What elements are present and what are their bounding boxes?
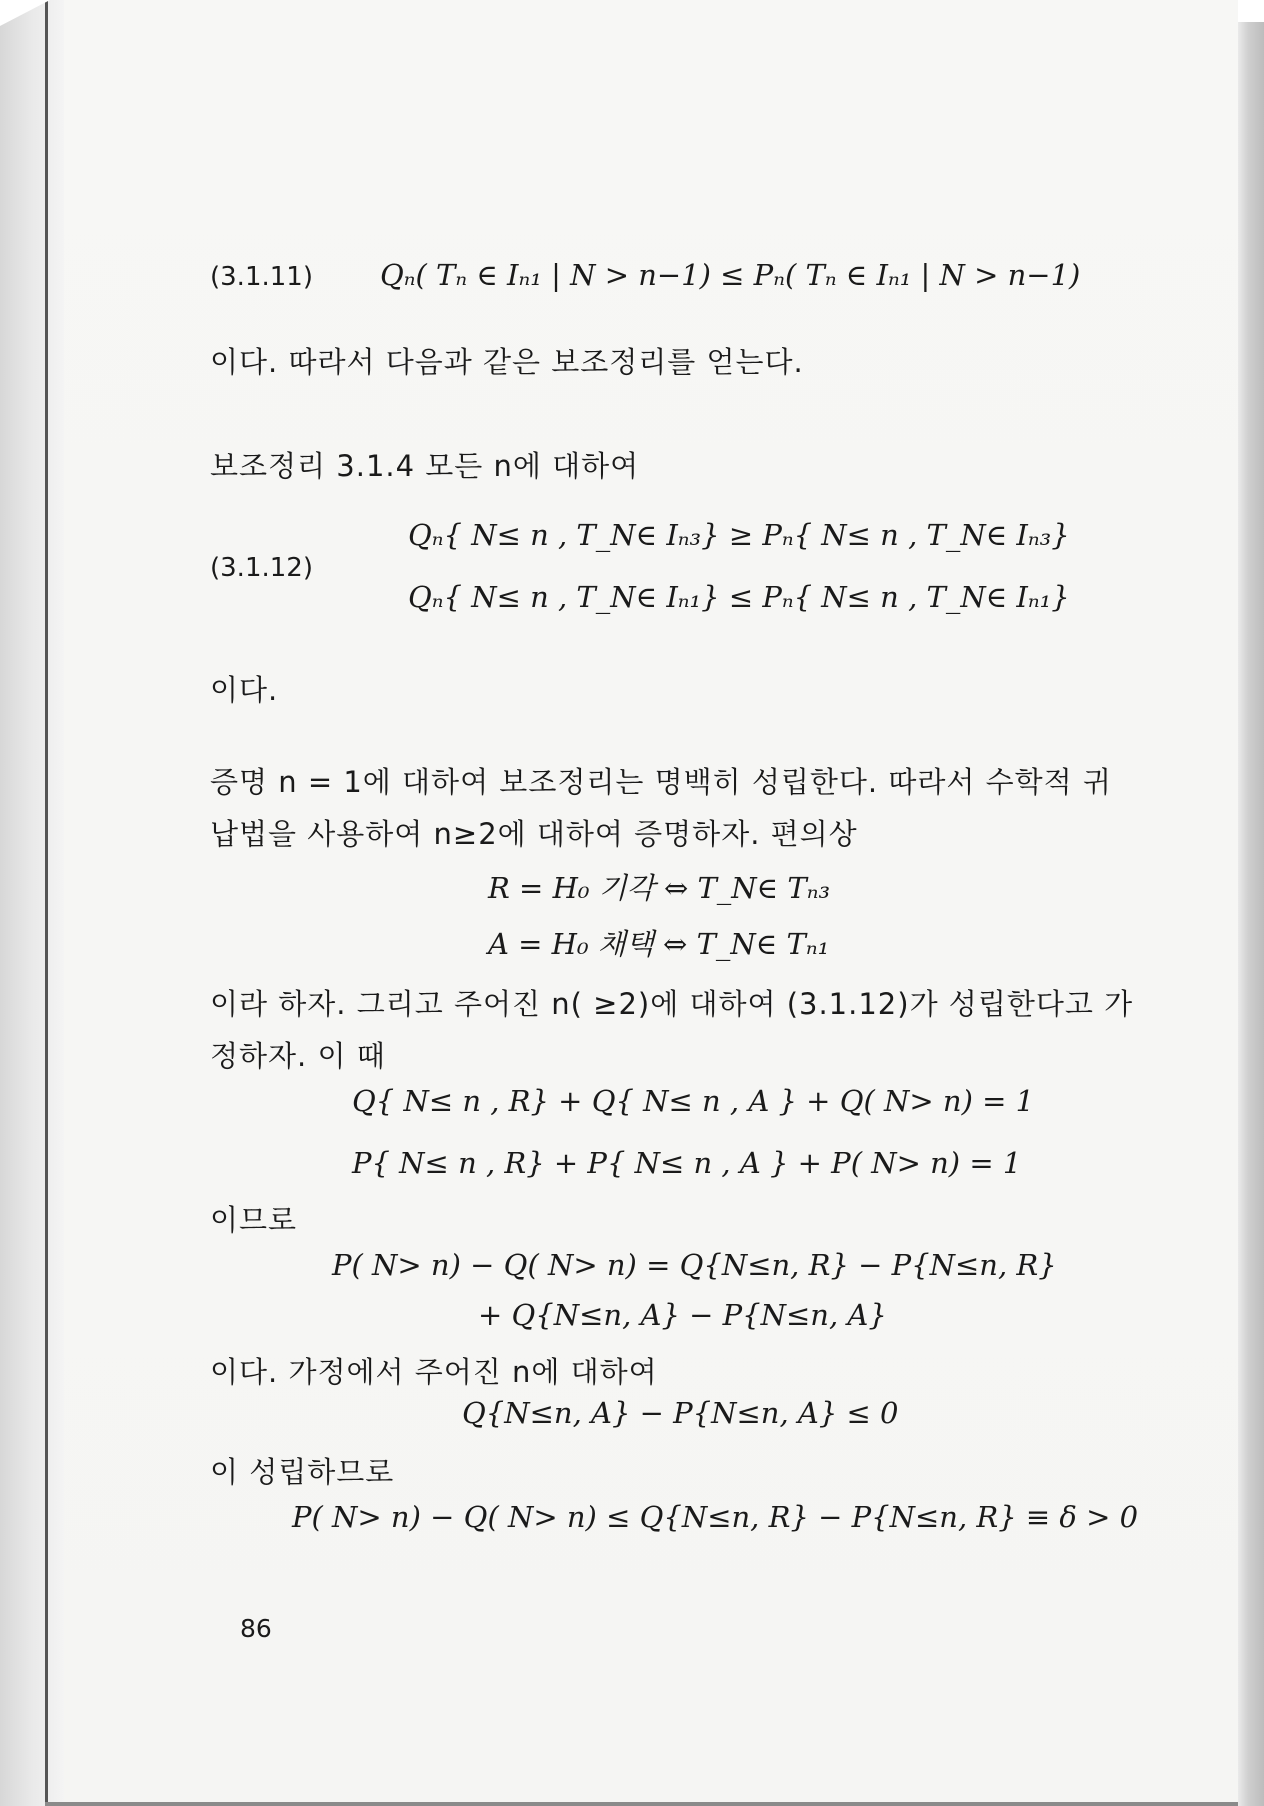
- equation-Q-sum: Q{ N≤ n , R} + Q{ N≤ n , A } + Q( N> n) = 1: [352, 1084, 1035, 1118]
- equation-diff-line1: P( N> n) − Q( N> n) = Q{N≤n, R} − P{N≤n, R}: [332, 1248, 1057, 1282]
- equation-inequality: Q{N≤n, A} − P{N≤n, A} ≤ 0: [462, 1396, 899, 1430]
- paragraph-text-1: 이다. 따라서 다음과 같은 보조정리를 얻는다.: [210, 345, 804, 379]
- paragraph-text-5: 이다. 가정에서 주어진 n에 대하여: [210, 1355, 658, 1389]
- paragraph-text-3a: 이라 하자. 그리고 주어진 n( ≥2)에 대하여 (3.1.12)가 성립한다고 가: [210, 987, 1134, 1021]
- book-right-edge: [1238, 0, 1264, 1806]
- definition-A: A = H₀ 채택 ⇔ T_N∈ Tₙ₁: [488, 927, 830, 961]
- equation-label-3-1-11: (3.1.11): [210, 262, 313, 292]
- proof-line-1: 증명 n = 1에 대하여 보조정리는 명백히 성립한다. 따라서 수학적 귀: [210, 765, 1112, 799]
- page-number: 86: [240, 1614, 272, 1643]
- paragraph-text-6: 이 성립하므로: [210, 1455, 395, 1489]
- paragraph-text-2: 이다.: [210, 673, 279, 707]
- equation-3-1-12-line2: Qₙ{ N≤ n , T_N∈ Iₙ₁} ≤ Pₙ{ N≤ n , T_N∈ Iₙ₁}: [408, 580, 1070, 614]
- equation-3-1-12-line1: Qₙ{ N≤ n , T_N∈ Iₙ₃} ≥ Pₙ{ N≤ n , T_N∈ Iₙ₃}: [408, 518, 1070, 552]
- equation-P-sum: P{ N≤ n , R} + P{ N≤ n , A } + P( N> n) = 1: [352, 1146, 1022, 1180]
- paragraph-text-3b: 정하자. 이 때: [210, 1039, 386, 1073]
- equation-label-3-1-12: (3.1.12): [210, 553, 313, 583]
- paragraph-text-4: 이므로: [210, 1203, 298, 1237]
- proof-line-2: 납법을 사용하여 n≥2에 대하여 증명하자. 편의상: [210, 817, 858, 851]
- equation-diff-line2: + Q{N≤n, A} − P{N≤n, A}: [478, 1298, 887, 1332]
- book-bottom-edge: [45, 1802, 1238, 1806]
- book-spine-line: [45, 0, 48, 1806]
- book-left-edge: [0, 0, 64, 1806]
- book-corner: [0, 0, 50, 26]
- equation-final: P( N> n) − Q( N> n) ≤ Q{N≤n, R} − P{N≤n, R} ≡ δ > 0: [292, 1500, 1139, 1534]
- definition-R: R = H₀ 기각 ⇔ T_N∈ Tₙ₃: [488, 871, 831, 905]
- equation-3-1-11: Qₙ( Tₙ ∈ Iₙ₁ | N > n−1) ≤ Pₙ( Tₙ ∈ Iₙ₁ | N > n−1): [380, 258, 1081, 292]
- lemma-heading: 보조정리 3.1.4 모든 n에 대하여: [210, 449, 640, 483]
